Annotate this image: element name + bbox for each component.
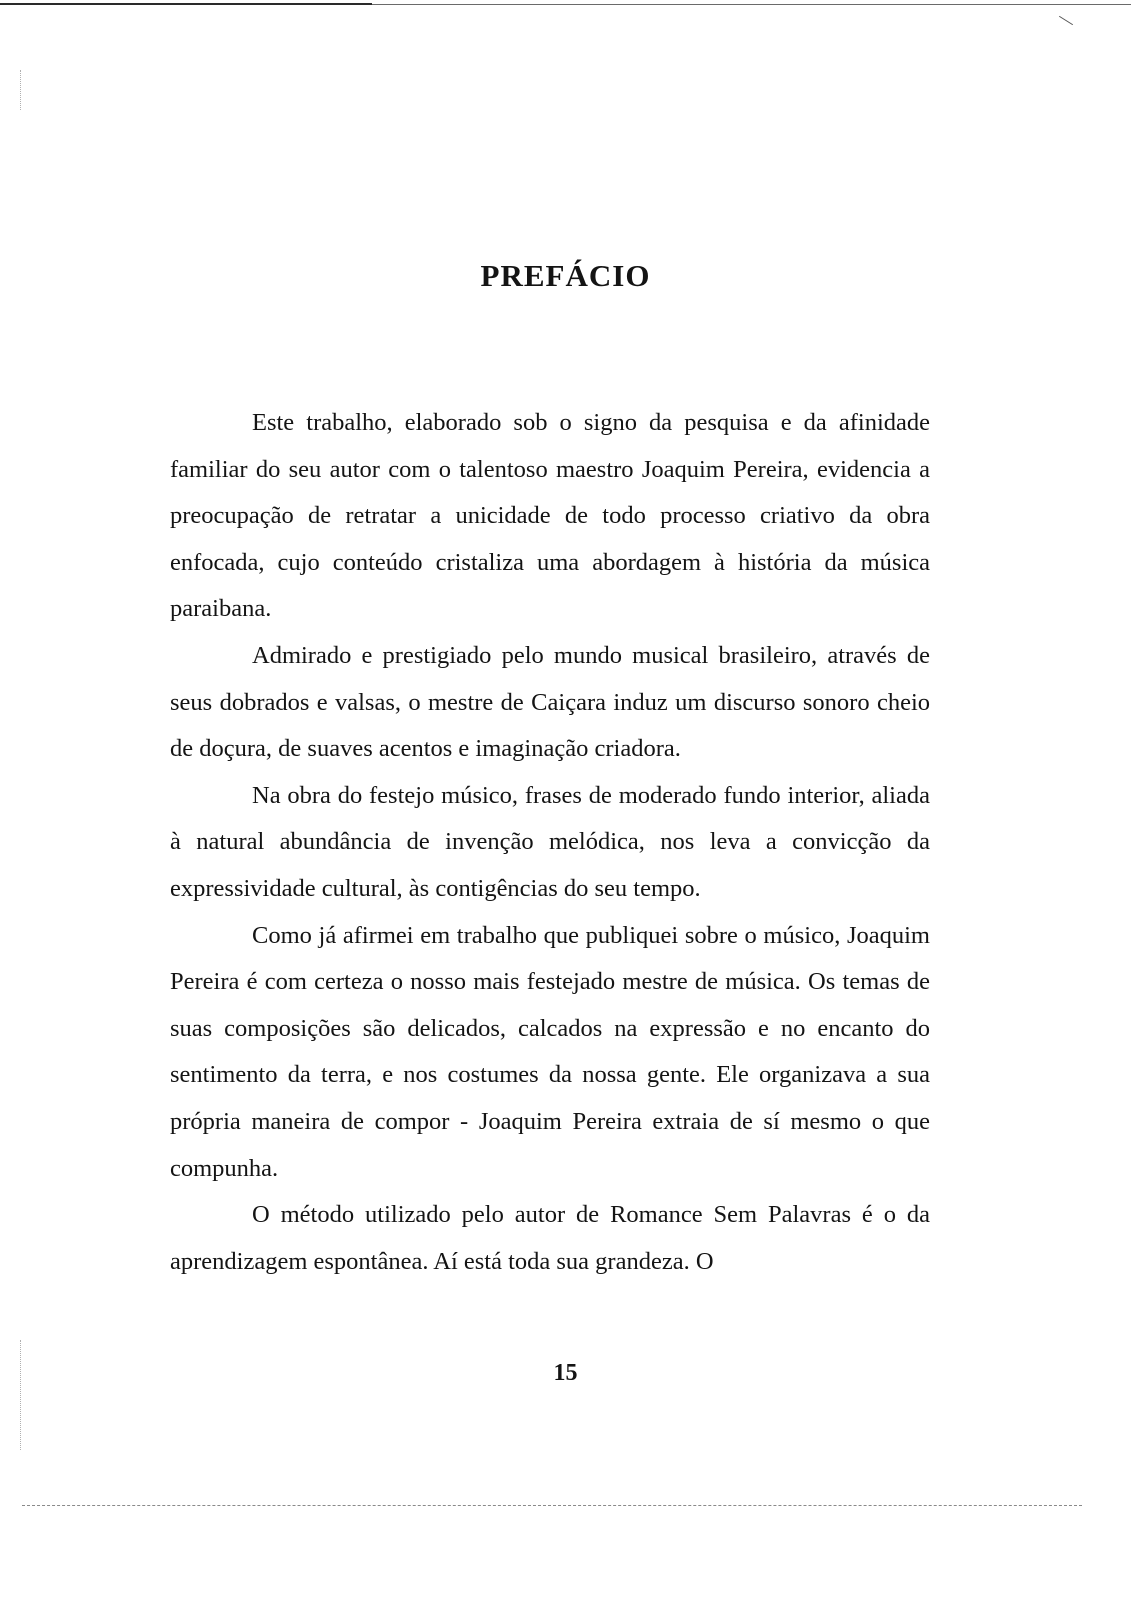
margin-scan-marks xyxy=(20,70,21,110)
page-number: 15 xyxy=(553,1360,578,1386)
scan-edge-top-left-line xyxy=(0,3,372,5)
body-text xyxy=(170,400,930,1285)
margin-scan-marks xyxy=(20,1340,21,1450)
scan-edge-bottom-line xyxy=(22,1505,1082,1506)
corner-scan-mark xyxy=(1059,16,1073,25)
paragraph-4: Como já afirmei em trabalho que publiquei sobre o músico, Joaquim Pereira é com certeza o nosso mais festejado mestre de música. Os temas de suas composições são delicados, calcados na expressão e no encanto do sentimento da terra, e nos costumes da nossa gente. Ele organizava a sua própria maneira de compor - Joaquim Pereira extraia de sí mesmo o que compunha. xyxy=(170,921,930,1182)
paragraph-1: Este trabalho, elaborado sob o signo da pesquisa e da afinidade familiar do seu autor com o talentoso maestro Joaquim Pereira, evidencia a preocupação de retratar a unicidade de todo processo criativo da obra enfocada, cujo conteúdo cristaliza uma abordagem à história da música paraibana. xyxy=(170,409,930,623)
page-title: PREFÁCIO xyxy=(480,258,651,293)
paragraph-5: O método utilizado pelo autor de Romance Sem Palavras é o da aprendizagem espontânea. Aí está toda sua grandeza. O xyxy=(170,1201,930,1275)
paragraph-2: Admirado e prestigiado pelo mundo musical brasileiro, através de seus dobrados e valsas, o mestre de Caiçara induz um discurso sonoro cheio de doçura, de suaves acentos e imaginação criadora. xyxy=(170,641,930,763)
paragraph-3: Na obra do festejo músico, frases de moderado fundo interior, aliada à natural abundância de invenção melódica, nos leva a convicção da expressividade cultural, às contigências do seu tempo. xyxy=(170,781,930,902)
